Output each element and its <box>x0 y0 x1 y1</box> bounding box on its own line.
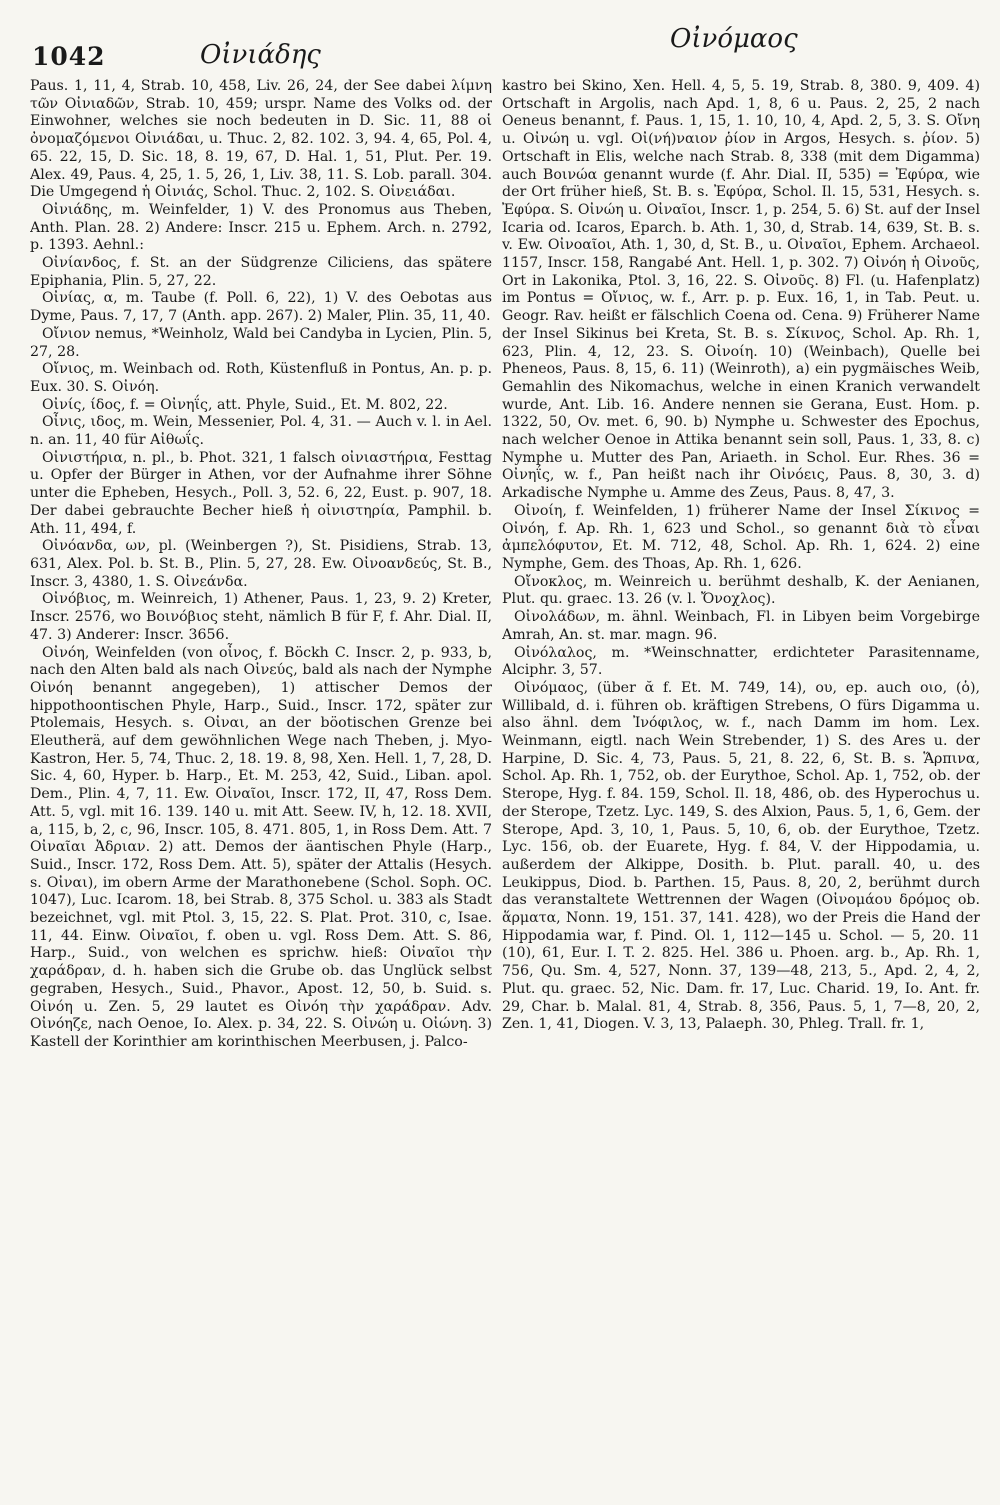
entry: Οἰνιστήρια, n. pl., b. Phot. 321, 1 falsch οἰνιαστήρια, Festtag u. Opfer der Bürger in Athen, vor der Aufnahme ihrer Söhne unter die Epheben, Hesych., Poll. 3, 52. 6, 22, Eust. p. 907, 18. Der dabei gebrauchte Becher hieß ἡ οἰνιστηρία, Pamphil. b. Ath. 11, 494, f. <box>30 449 492 537</box>
entry: Οἰνόλαλος, m. *Weinschnatter, erdichteter Parasitenname, Alciphr. 3, 57. <box>502 644 980 679</box>
entry: Οἰνίς, ίδος, f. = Οἰνηΐς, att. Phyle, Suid., Et. M. 802, 22. <box>42 396 448 413</box>
entry: Οἴνοκλος, m. Weinreich u. berühmt deshalb, K. der Aenianen, Plut. qu. graec. 13. 26 (v. l. Ὄνοχλος). <box>502 573 980 608</box>
entry: Οἰνόη, Weinfelden (von οἶνος, f. Böckh C. Inscr. 2, p. 933, b, nach den Alten bald als nach Οἰνεύς, bald als nach der Nymphe Οἰνόη benannt angegeben), 1) attischer Demos der hippothoontischen Phyle, Harp., Suid., Inscr. 172, später zur Ptolemais, Hesych. s. Οἰναι, an der böotischen Grenze bei Eleutherä, auf dem gewöhnlichen Wege nach Theben, j. Myo-Kastron, Her. 5, 74, Thuc. 2, 18. 19. 8, 98, Xen. Hell. 1, 7, 28, D. Sic. 4, 60, Hyper. b. Harp., Et. M. 253, 42, Suid., Liban. apol. Dem., Plin. 4, 7, 11. Ew. Οἰναῖοι, Inscr. 172, II, 47, Ross Dem. Att. 5, vgl. mit 16. 139. 140 u. mit Att. Seew. IV, h, 12. 18. XVII, a, 115, b, 2, c, 96, Inscr. 105, 8. 471. 805, 1, in Ross Dem. Att. 7 Οἰναῖαι Ἀδριαν. 2) att. Demos der äantischen Phyle (Harp., Suid., Inscr. 172, Ross Dem. Att. 5), später der Attalis (Hesych. s. Οἰναι), im obern Arme der Marathonebene (Schol. Soph. OC. 1047), Luc. Icarom. 18, bei Strab. 8, 375 Schol. u. 383 als Stadt bezeichnet, vgl. mit Ptol. 3, 15, 22. S. Plat. Prot. 310, c, Isae. 11, 44. Einw. Οἰναῖοι, f. oben u. vgl. Ross Dem. Att. S. 86, Harp., Suid., von welchen es sprichw. hieß: Οἰναῖοι τὴν χαράδραν, d. h. haben sich die Grube ob. das Unglück selbst gegraben, Hesych., Suid., Phavor., Apost. 12, 50, b. Suid. s. Οἰνόη u. Zen. 5, 29 lautet es Οἰνόη τὴν χαράδραν. Adv. Οἰνόηζε, nach Oenoe, Io. Alex. p. 34, 22. S. Οἰνώη u. Οἰώνη. 3) Kastell der Korinthier am korinthischen Meerbusen, j. Palco- <box>30 644 492 1050</box>
page-number: 1042 <box>32 42 106 71</box>
page-header <box>0 18 1000 78</box>
right-column <box>502 78 980 1493</box>
right-guide-word: Οἰνόμαος <box>670 24 798 54</box>
entry: Οἰνοίη, f. Weinfelden, 1) früherer Name der Insel Σίκινος = Οἰνόη, f. Ap. Rh. 1, 623 und Schol., so genannt διὰ τὸ εἶναι ἀμπελόφυτον, Et. M. 712, 48, Schol. Ap. Rh. 1, 624. 2) eine Nymphe, Gem. des Thoas, Ap. Rh. 1, 626. <box>502 502 980 572</box>
entry-continuation: kastro bei Skino, Xen. Hell. 4, 5, 5. 19, Strab. 8, 380. 9, 409. 4) Ortschaft in Argolis, nach Apd. 1, 8, 6 u. Paus. 2, 25, 2 nach Oeneus benannt, f. Paus. 1, 15, 1. 10, 10, 4, Apd. 2, 5, 3. S. Οἴνη u. Οἰνώη u. vgl. Οἰ(νή)ναιον ῥίον in Argos, Hesych. s. ῥίον. 5) Ortschaft in Elis, welche nach Strab. 8, 338 (mit dem Digamma) auch Βοινώα genannt wurde (f. Ahr. Dial. II, 535) = Ἐφύρα, wie der Ort früher hieß, St. B. s. Ἐφύρα, Schol. Il. 15, 531, Hesych. s. Ἐφύρα. S. Οἰνώη u. Οἰναῖοι, Inscr. 1, p. 254, 5. 6) St. auf der Insel Icaria od. Icaros, Eparch. b. Ath. 1, 30, d, Strab. 14, 639, St. B. s. v. Ew. Οἰνοαῖοι, Ath. 1, 30, d, St. B., u. Οἰναῖοι, Ephem. Archaeol. 1157, Inscr. 158, Rangabé Ant. Hell. 1, p. 302. 7) Οἰνόη ἡ Οἰνοῦς, Ort in Lakonika, Ptol. 3, 16, 22. S. Οἰνοῦς. 8) Fl. (u. Hafenplatz) im Pontus = Οἴνιος, w. f., Arr. p. p. Eux. 16, 1, in Tab. Peut. u. Geogr. Rav. heißt er fälschlich Coena od. Cena. 9) Früherer Name der Insel Sikinus bei Kreta, St. B. s. Σίκινος, Schol. Ap. Rh. 1, 623, Plin. 4, 12, 23. S. Οἰνοίη. 10) (Weinbach), Quelle bei Pheneos, Paus. 8, 15, 6. 11) (Weinroth), a) ein pygmäisches Weib, Gemahlin des Nikomachus, welche in einen Kranich verwandelt wurde, Ant. Lib. 16. Andere nennen sie Gerana, Eust. Hom. p. 1322, 50, Ov. met. 6, 90. b) Nymphe u. Schwester des Epochus, nach welcher Oenoe in Attika benannt sein soll, Paus. 1, 33, 8. c) Nymphe u. Mutter des Pan, Ariaeth. in Schol. Eur. Rhes. 36 = Οἰνηΐς, w. f., Pan heißt nach ihr Οἰνόεις, Paus. 8, 30, 3. d) Arkadische Nymphe u. Amme des Zeus, Paus. 8, 47, 3. <box>502 78 980 502</box>
entry: Οἰνιάδης, m. Weinfelder, 1) V. des Pronomus aus Theben, Anth. Plan. 28. 2) Andere: Inscr. 215 u. Ephem. Arch. n. 2792, p. 1393. Aehnl.: <box>30 201 492 254</box>
entry: Οἰνόανδα, ων, pl. (Weinbergen ?), St. Pisidiens, Strab. 13, 631, Alex. Pol. b. St. B., Plin. 5, 27, 28. Ew. Οἰνοανδεύς, St. B., Inscr. 3, 4380, 1. S. Οἰνεάνδα. <box>30 538 492 590</box>
entry: Οἰνόμαος, (über ᾰ f. Et. M. 749, 14), ου, ep. auch οιο, (ὁ), Willibald, d. i. führen ob. kräftigen Strebens, O fürs Digamma u. also ähnl. dem Ἰνόφιλος, w. f., nach Damm im hom. Lex. Weinmann, eigtl. nach Wein Strebender, 1) S. des Ares u. der Harpine, D. Sic. 4, 73, Paus. 5, 21, 8. 22, 6, St. B. s. Ἅρπινα, Schol. Ap. Rh. 1, 752, ob. der Eurythoe, Schol. Ap. 1, 752, ob. der Sterope, Hyg. f. 84. 159, Schol. Il. 18, 486, ob. des Hyperochus u. der Sterope, Tzetz. Lyc. 149, S. des Alxion, Paus. 5, 1, 6, Gem. der Sterope, Apd. 3, 10, 1, Paus. 5, 10, 6, ob. der Eurythoe, Tzetz. Lyc. 156, ob. der Euarete, Hyg. f. 84, V. der Hippodamia, u. außerdem der Alkippe, Dosith. b. Plut. parall. 40, u. des Leukippus, Diod. b. Parthen. 15, Paus. 8, 20, 2, berühmt durch das veranstaltete Wettrennen der Wagen (Οἰνομάου δρόμος ob. ἅρματα, Nonn. 19, 151. 37, 141. 428), wo der Preis die Hand der Hippodamia war, f. Pind. Ol. 1, 112—145 u. Schol. — 5, 20. 11 (10), 61, Eur. I. T. 2. 825. Hel. 386 u. Phoen. arg. b., Ap. Rh. 1, 756, Qu. Sm. 4, 527, Nonn. 37, 139—48, 213, 5., Apd. 2, 4, 2, Plut. qu. graec. 52, Nic. Dam. fr. 17, Luc. Charid. 19, Io. Ant. fr. 29, Char. b. Malal. 81, 4, Strab. 8, 356, Paus. 5, 1, 7—8, 20, 2, Zen. 1, 41, Diogen. V. 3, 13, Palaeph. 30, Phleg. Trall. fr. 1, <box>502 679 980 1033</box>
entry: Οἰνόβιος, m. Weinreich, 1) Athener, Paus. 1, 23, 9. 2) Kreter, Inscr. 2576, wo Βοινόβιος steht, nämlich B für F, f. Ahr. Dial. II, 47. 3) Anderer: Inscr. 3656. <box>30 591 492 643</box>
left-guide-word: Οἰνιάδης <box>200 40 321 70</box>
entry: Οἶνις, ιδος, m. Wein, Messenier, Pol. 4, 31. — Auch v. l. in Ael. n. an. 11, 40 für Αἰθωΐς. <box>30 414 492 449</box>
entry-continuation: Paus. 1, 11, 4, Strab. 10, 458, Liv. 26, 24, der See dabei λίμνη τῶν Οἰνιαδῶν, Strab. 10, 459; urspr. Name des Volks od. der Einwohner, welches sie noch bedeuten in D. Sic. 11, 88 οἱ ὀνομαζόμενοι Οἰνιάδαι, u. Thuc. 2, 82. 102. 3, 94. 4, 65, Pol. 4, 65. 22, 15, D. Sic. 18, 8. 19, 67, D. Hal. 1, 51, Plut. Per. 19. Alex. 49, Paus. 4, 25, 1. 5, 26, 1, Liv. 38, 11. S. Lob. parall. 304. Die Umgegend ἡ Οἰνιάς, Schol. Thuc. 2, 102. S. Οἰνειάδαι. <box>30 78 492 201</box>
entry: Οἴνιος, m. Weinbach od. Roth, Küstenfluß in Pontus, An. p. p. Eux. 30. S. Οἰνόη. <box>30 361 492 395</box>
left-column <box>30 78 492 1493</box>
entry: Οἰνίας, α, m. Taube (f. Poll. 6, 22), 1) V. des Oebotas aus Dyme, Paus. 7, 17, 7 (Anth. app. 267). 2) Maler, Plin. 35, 11, 40. <box>30 290 492 325</box>
entry: Οἰνολάδων, m. ähnl. Weinbach, Fl. in Libyen beim Vorgebirge Amrah, An. st. mar. magn. 96. <box>502 609 980 643</box>
entry: Οἰνίανδος, f. St. an der Südgrenze Ciliciens, das spätere Epiphania, Plin. 5, 27, 22. <box>30 255 492 289</box>
entry: Οἴνιον nemus, *Weinholz, Wald bei Candyba in Lycien, Plin. 5, 27, 28. <box>30 325 492 360</box>
